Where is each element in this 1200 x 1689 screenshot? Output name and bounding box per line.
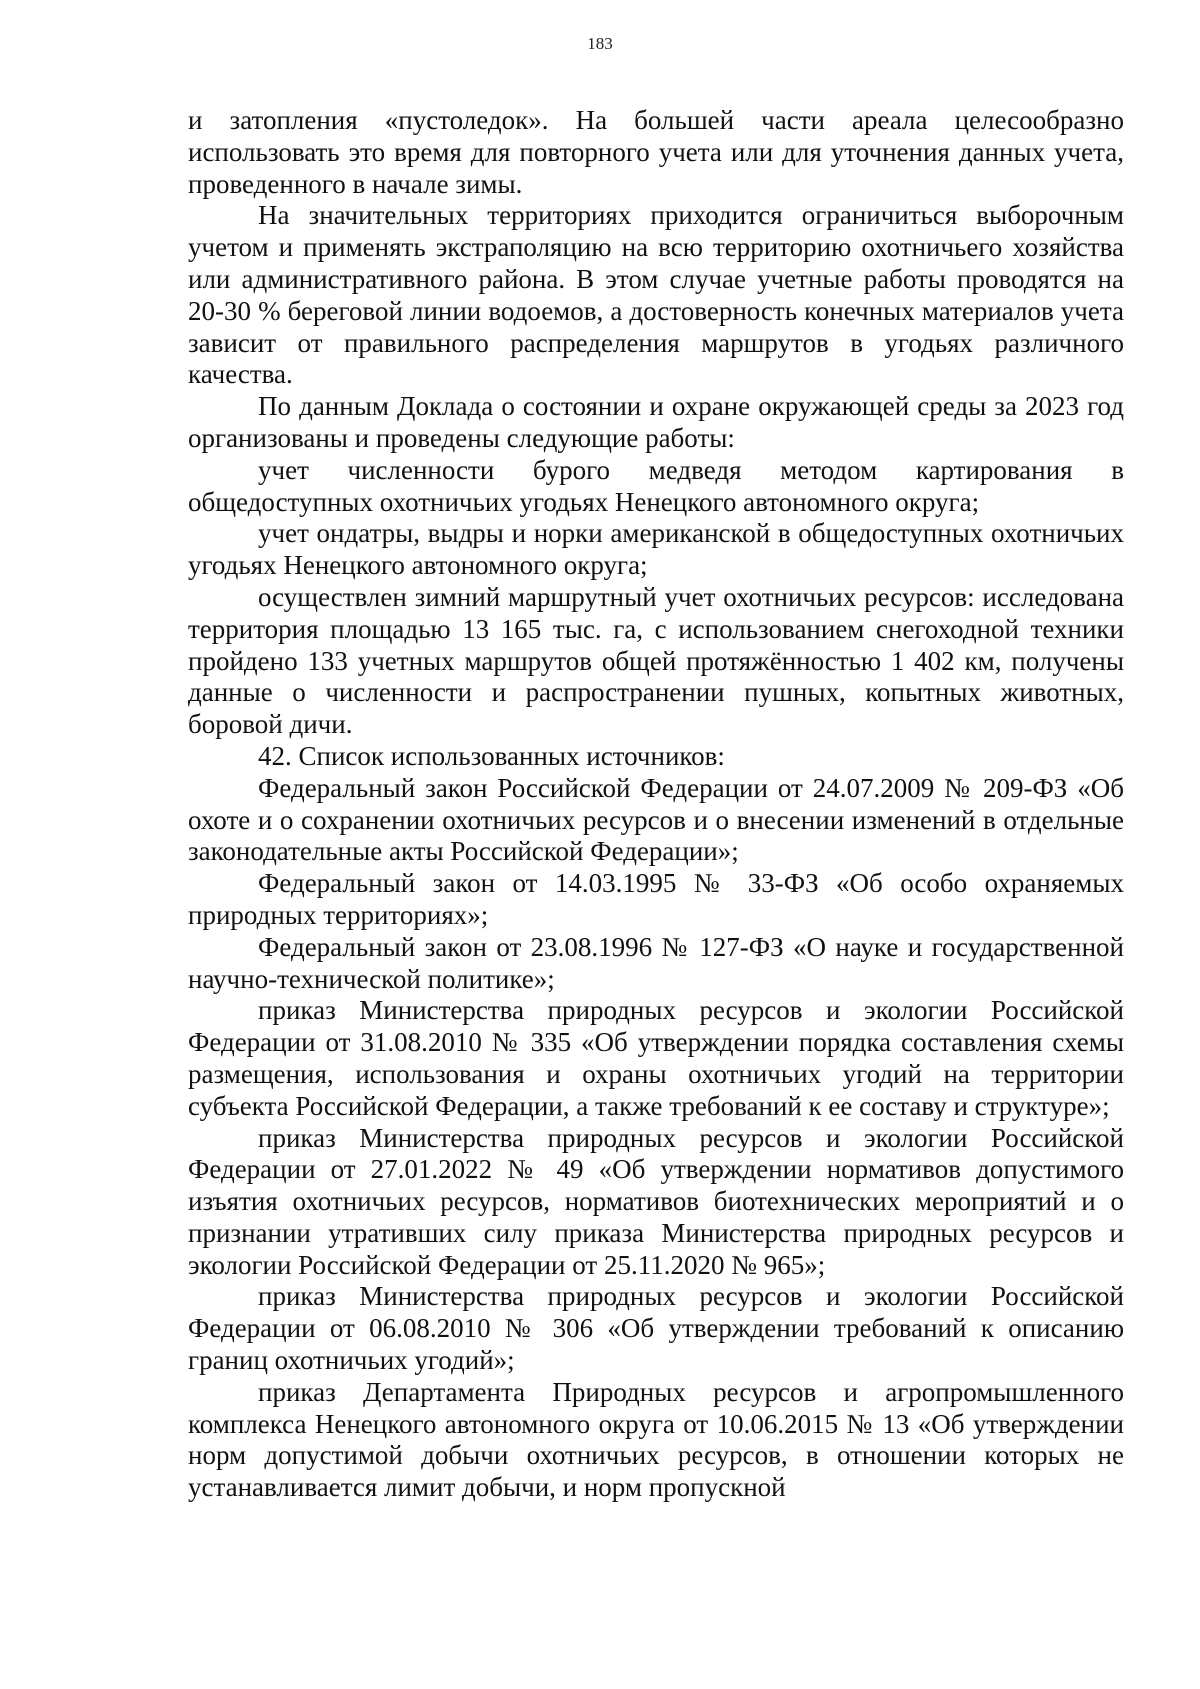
- source-item-209-fz: Федеральный закон Российской Федерации от 24.07.2009 № 209-ФЗ «Об охоте и о сохранении охотничьих ресурсов и о внесении изменений в отдельные законодательные акты Российской Федерации»;: [188, 772, 1124, 867]
- source-item-127-fz: Федеральный закон от 23.08.1996 № 127-ФЗ «О науке и государственной научно-технической политике»;: [188, 931, 1124, 994]
- section-heading-sources: 42. Список использованных источников:: [258, 740, 725, 771]
- list-item-muskrat-survey: учет ондатры, выдры и норки американской в общедоступных охотничьих угодьях Ненецкого автономного округа;: [188, 518, 1124, 581]
- list-item-winter-route-survey: осуществлен зимний маршрутный учет охотничьих ресурсов: исследована территория площадью 13 165 тыс. га, с использованием снегоходной техники пройдено 133 учетных маршрутов общей протяжённостью 1 402 км, получены данные о численности и распространении пушных, копытных животных, боровой дичи.: [188, 581, 1124, 740]
- paragraph-continuation: и затопления «пустоледок». На большей части ареала целесообразно использовать это время для повторного учета или для уточнения данных учета, проведенного в начале зимы.: [188, 105, 1124, 199]
- page-number: 183: [587, 34, 613, 53]
- paragraph-report-2023: По данным Доклада о состоянии и охране окружающей среды за 2023 год организованы и проведены следующие работы:: [188, 391, 1124, 453]
- source-item-order-49: приказ Министерства природных ресурсов и экологии Российской Федерации от 27.01.2022 № 49 «Об утверждении нормативов допустимого изъятия охотничьих ресурсов, нормативов биотехнических мероприятий и о признании утративших силу приказа Министерства природных ресурсов и экологии Российской Федерации от 25.11.2020 № 965»;: [188, 1122, 1124, 1280]
- source-item-order-13: приказ Департамента Природных ресурсов и агропромышленного комплекса Ненецкого автономного округа от 10.06.2015 № 13 «Об утверждении норм допустимой добычи охотничьих ресурсов, в отношении которых не устанавливается лимит добычи, и норм пропускной: [188, 1376, 1124, 1503]
- document-body: [188, 105, 1124, 1504]
- source-item-order-306: приказ Министерства природных ресурсов и экологии Российской Федерации от 06.08.2010 № 306 «Об утверждении требований к описанию границ охотничьих угодий»;: [188, 1281, 1124, 1376]
- source-item-order-335: приказ Министерства природных ресурсов и экологии Российской Федерации от 31.08.2010 № 335 «Об утверждении порядка составления схемы размещения, использования и охраны охотничьих угодий на территории субъекта Российской Федерации, а также требований к ее составу и структуре»;: [188, 995, 1124, 1121]
- list-item-bear-survey: учет численности бурого медведя методом картирования в общедоступных охотничьих угодьях Ненецкого автономного округа;: [188, 454, 1124, 517]
- paragraph-selective-survey: На значительных территориях приходится ограничиться выборочным учетом и применять экстраполяцию на всю территорию охотничьего хозяйства или административного района. В этом случае учетные работы проводятся на 20-30 % береговой линии водоемов, а достоверность конечных материалов учета зависит от правильного распределения маршрутов в угодьях различного качества.: [188, 200, 1124, 390]
- source-item-33-fz: Федеральный закон от 14.03.1995 № 33-ФЗ «Об особо охраняемых природных территориях»;: [188, 868, 1124, 930]
